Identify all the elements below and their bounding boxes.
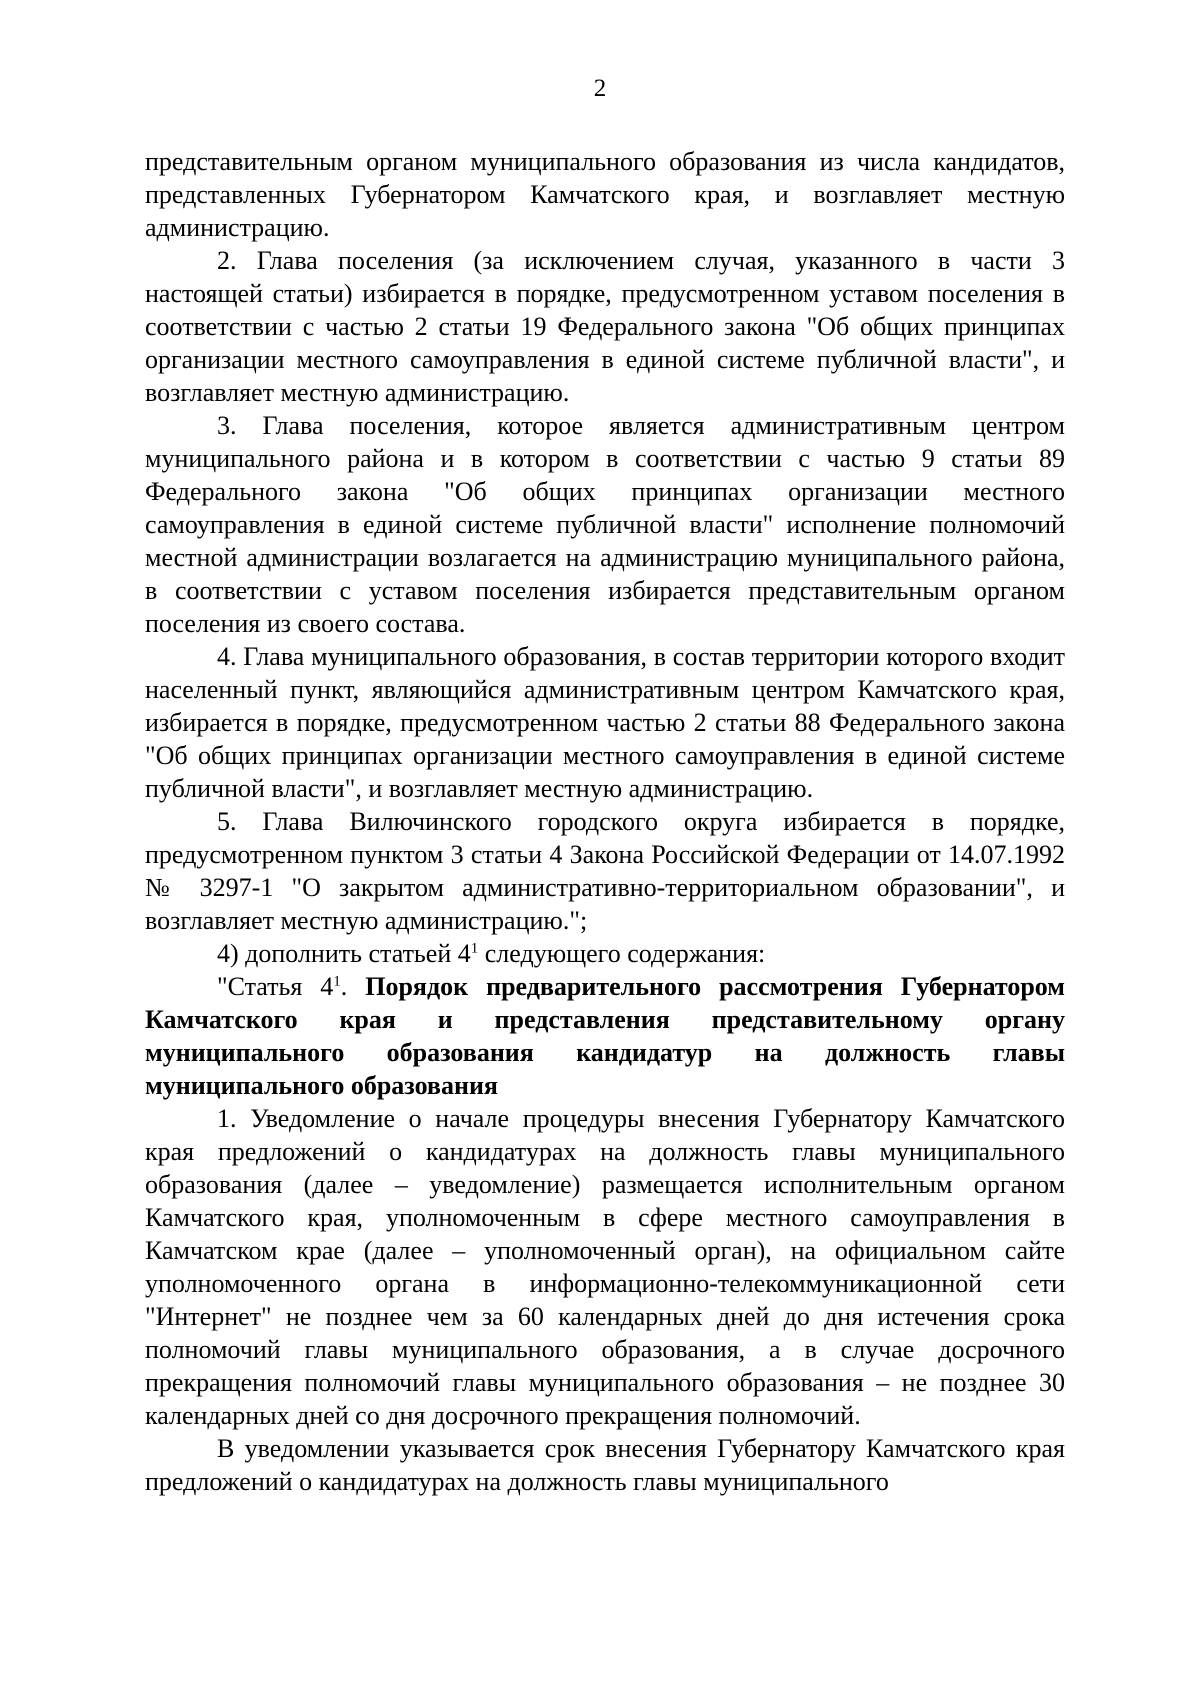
item-4-superscript: 1 (470, 940, 479, 957)
article-prefix-end: . (340, 972, 348, 1001)
paragraph-3: 3. Глава поселения, которое является административным центром муниципального района и в котором в соответствии с частью 9 статьи 89 Федерального закона "Об общих принципах организации местного самоуправления в единой системе публичной власти" исполнение полномочий местной администрации возлагается на администрацию муниципального района, в соответствии с уставом поселения избирается представительным органом поселения из своего состава. (145, 411, 1065, 638)
article-title: Порядок предварительного рассмотрения Губернатором Камчатского края и представления представительному органу муниципального образования кандидатур на должность главы муниципального образования (145, 972, 1065, 1100)
article-superscript: 1 (333, 973, 341, 990)
article-paragraph-1: 1. Уведомление о начале процедуры внесения Губернатору Камчатского края предложений о кандидатурах на должность главы муниципального образования (далее – уведомление) размещается исполнительным органом Камчатского края, уполномоченным в сфере местного самоуправления в Камчатском крае (далее – уполномоченный орган), на официальном сайте уполномоченного органа в информационно-телекоммуникационной сети "Интернет" не позднее чем за 60 календарных дней до дня истечения срока полномочий главы муниципального образования, а в случае досрочного прекращения полномочий главы муниципального образования – не позднее 30 календарных дней со дня досрочного прекращения полномочий. (145, 1104, 1065, 1430)
item-4-text: 4) дополнить статьей 4 (217, 939, 471, 968)
item-4-text-end: следующего содержания: (478, 939, 766, 968)
document-body (145, 145, 1065, 1498)
article-prefix: "Статья 4 (217, 972, 334, 1001)
article-heading (145, 970, 1065, 1102)
page-number: 2 (593, 75, 607, 102)
paragraph-4: 4. Глава муниципального образования, в состав территории которого входит населенный пункт, являющийся административным центром Камчатского края, избирается в порядке, предусмотренном частью 2 статьи 88 Федерального закона "Об общих принципах организации местного самоуправления в единой системе публичной власти", и возглавляет местную администрацию. (145, 642, 1065, 803)
item-4-amendment (145, 937, 1065, 970)
paragraph-5: 5. Глава Вилючинского городского округа избирается в порядке, предусмотренном пунктом 3 статьи 4 Закона Российской Федерации от 14.07.1992 № 3297-1 "О закрытом административно-территориальном образовании", и возглавляет местную администрацию."; (145, 807, 1065, 935)
article-paragraph-2: В уведомлении указывается срок внесения Губернатору Камчатского края предложений о кандидатурах на должность главы муниципального (145, 1434, 1065, 1496)
paragraph-continuation: представительным органом муниципального образования из числа кандидатов, представленных Губернатором Камчатского края, и возглавляет местную администрацию. (145, 147, 1065, 242)
paragraph-2: 2. Глава поселения (за исключением случая, указанного в части 3 настоящей статьи) избирается в порядке, предусмотренном уставом поселения в соответствии с частью 2 статьи 19 Федерального закона "Об общих принципах организации местного самоуправления в единой системе публичной власти", и возглавляет местную администрацию. (145, 246, 1065, 407)
